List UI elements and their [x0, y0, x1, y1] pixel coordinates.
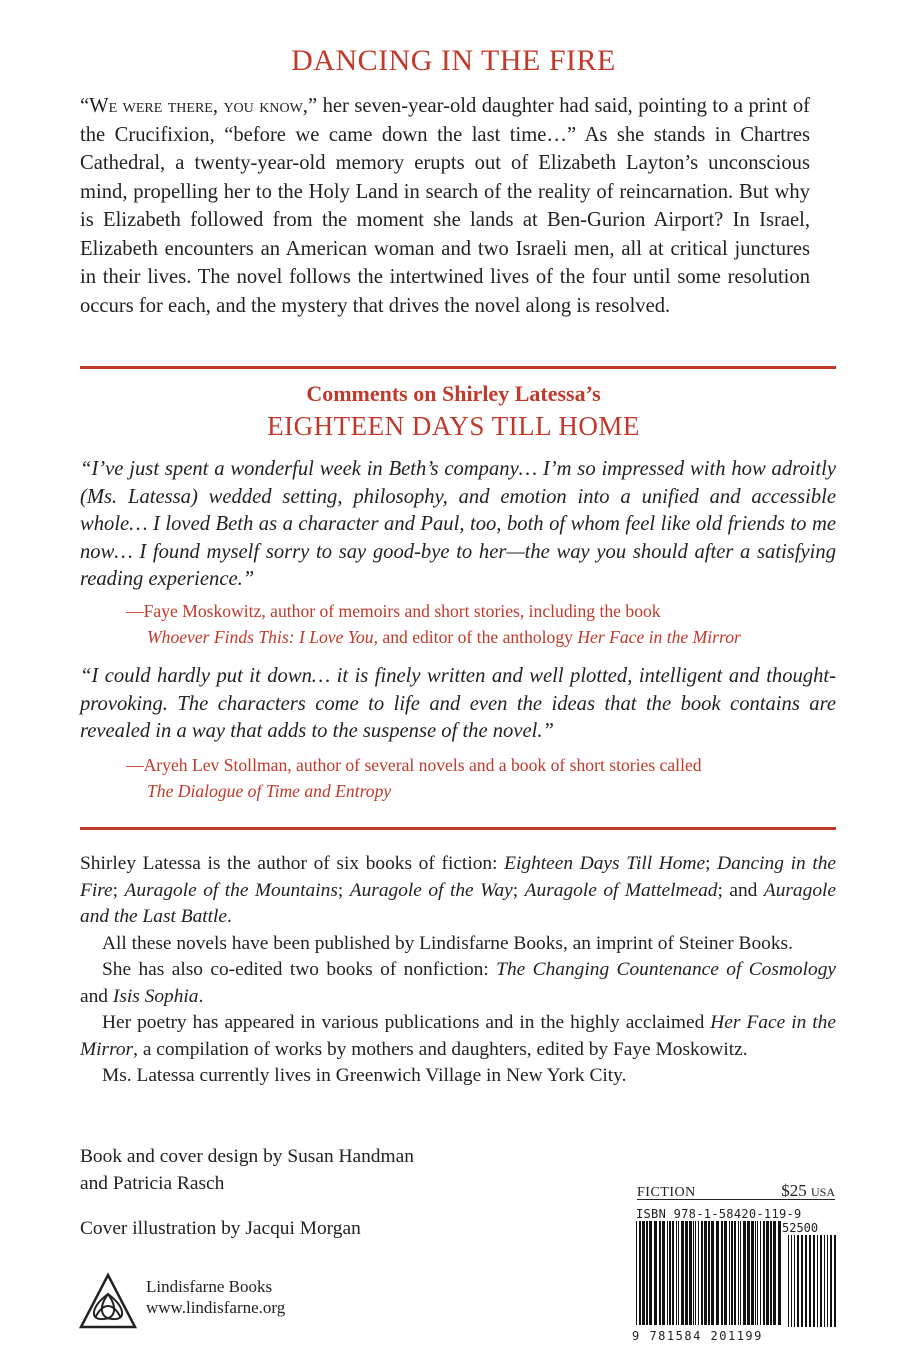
barcode-bar — [817, 1235, 818, 1327]
barcode-bar — [763, 1221, 765, 1325]
barcode-bar — [681, 1221, 684, 1325]
genre-label: FICTION — [637, 1185, 696, 1200]
review-quote-2: “I could hardly put it down… it is finely written and well plotted, intelligent and thought-provoking. The characters come to life and even the ideas that the book contains are revealed in a way that adds to the suspense of the novel.” — [80, 665, 836, 742]
barcode-bar — [760, 1221, 761, 1325]
barcode-addon-code: 52500 — [782, 1221, 819, 1235]
bio-book-title: Dancing in the Fire — [80, 853, 837, 901]
barcode-bar — [646, 1221, 648, 1325]
bio-separator: ; and — [717, 879, 764, 901]
review-attribution-2 — [126, 752, 836, 804]
bio-book-title: Eighteen Days Till Home — [504, 853, 706, 874]
barcode-bar — [805, 1235, 807, 1327]
barcode-bar — [747, 1221, 750, 1325]
barcode-bar — [824, 1235, 825, 1327]
barcode-bar — [636, 1221, 637, 1325]
barcode-bar — [738, 1221, 739, 1325]
bio-text: Shirley Latessa is the author of six books of fiction: — [80, 853, 505, 874]
barcode-bar — [698, 1221, 699, 1325]
barcode-bar — [755, 1221, 756, 1325]
bio-paragraph-residence: Ms. Latessa currently lives in Greenwich Village in New York City. — [102, 1065, 627, 1086]
barcode-bar — [721, 1221, 723, 1325]
attribution-2-author: —Aryeh Lev Stollman, author of several novels and a book of short stories called — [126, 755, 702, 775]
book-title: DANCING IN THE FIRE — [291, 44, 616, 77]
synopsis-text — [80, 92, 810, 320]
bio-paragraph-publisher: All these novels have been published by Lindisfarne Books, an imprint of Steiner Books. — [102, 932, 793, 954]
bio-separator: and — [80, 985, 113, 1007]
barcode-bar — [731, 1221, 733, 1325]
barcode-bar — [701, 1221, 703, 1325]
barcode-bar — [672, 1221, 674, 1325]
barcode-bar — [667, 1221, 668, 1325]
barcode-bar — [773, 1221, 776, 1325]
comments-book-title: EIGHTEEN DAYS TILL HOME — [267, 411, 640, 441]
barcode-bar — [708, 1221, 710, 1325]
bio-book-title: Auragole of Mattelmead — [524, 879, 718, 901]
bio-text: Her poetry has appeared in various publications and in the highly acclaimed — [102, 1012, 711, 1033]
bio-paragraph-poetry — [80, 1010, 836, 1063]
barcode-bar — [820, 1235, 822, 1327]
bio-separator: ; — [112, 879, 125, 901]
attribution-1-mid: , and editor of the anthology — [373, 627, 578, 647]
bio-text: , a compilation of works by mothers and daughters, edited by Faye Moskowitz. — [133, 1038, 748, 1060]
bio-separator: . — [198, 985, 204, 1007]
bio-separator: ; — [512, 879, 525, 901]
barcode-bar — [757, 1221, 758, 1325]
barcode-bar — [724, 1221, 727, 1325]
barcode-bar — [676, 1221, 677, 1325]
barcode-bar — [729, 1221, 730, 1325]
bio-book-title: Auragole of the Mountains — [124, 879, 338, 901]
publisher-url: www.lindisfarne.org — [146, 1298, 286, 1317]
barcode-bar — [689, 1221, 692, 1325]
synopsis-lead-in: “We were there, you know,” — [80, 95, 318, 117]
attribution-2-work: The Dialogue of Time and Entropy — [147, 781, 392, 801]
barcode-bar — [834, 1235, 836, 1327]
barcode-bar — [794, 1235, 795, 1327]
bio-separator: ; — [705, 853, 718, 874]
barcode-bar — [740, 1221, 741, 1325]
barcode-bar — [693, 1221, 694, 1325]
bio-paragraph-nonfiction — [80, 957, 836, 1010]
divider-top — [80, 366, 836, 369]
publisher-info — [146, 1276, 285, 1318]
comments-heading: Comments on Shirley Latessa’s — [306, 381, 601, 406]
bio-separator: . — [227, 906, 232, 927]
barcode-bar — [770, 1221, 772, 1325]
barcode — [632, 1207, 838, 1345]
design-credit — [80, 1144, 500, 1197]
barcode-bar — [813, 1235, 815, 1327]
barcode-bars — [632, 1221, 838, 1329]
barcode-bar — [711, 1221, 714, 1325]
bio-book-title: Auragole and the Last Battle — [80, 879, 837, 927]
bio-text: She has also co-edited two books of nonfiction: — [102, 959, 497, 980]
design-credit-line2: and Patricia Rasch — [80, 1172, 225, 1194]
barcode-bar — [659, 1221, 661, 1325]
barcode-bar — [830, 1235, 832, 1327]
barcode-bar — [801, 1235, 803, 1327]
bio-separator: ; — [337, 879, 350, 901]
synopsis-body: her seven-year-old daughter had said, pointing to a print of the Crucifixion, “before we came down the last time…” As she stands in Chartres Cathedral, a twenty-year-old memory erupts out of Elizabeth Layton’s unconscious mind, propelling her to the Holy Land in search of the reality of reincarnation. But why is Elizabeth followed from the moment she lands at Ben-Gurion Airport? In Israel, Elizabeth encounters an American woman and two Israeli men, all at critical junctures in their lives. The novel follows the intertwined lives of the four until some resolution occurs for each, and the mystery that drives the novel along is resolved. — [80, 95, 811, 317]
barcode-bar — [685, 1221, 688, 1325]
attribution-1-author: —Faye Moskowitz, author of memoirs and short stories, including the book — [126, 601, 661, 621]
price-currency: USA — [810, 1185, 835, 1199]
price-label — [781, 1181, 835, 1201]
illustration-credit: Cover illustration by Jacqui Morgan — [80, 1218, 361, 1239]
attribution-1-work: Whoever Finds This: I Love You — [147, 627, 374, 647]
review-quote-1: “I’ve just spent a wonderful week in Beth’s company… I’m so impressed with how adroitly (Ms. Latessa) wedded setting, philosophy, and emotion into a unified and accessible whole… I loved Beth as a character and Paul, too, both of whom feel like old friends to me now… I found myself sorry to say good-bye to her—the way you should after a satisfying reading experience.” — [80, 458, 836, 590]
barcode-bar — [788, 1235, 789, 1327]
isbn-label: ISBN 978-1-58420-119-9 — [636, 1207, 802, 1221]
barcode-bar — [751, 1221, 754, 1325]
barcode-bar — [642, 1221, 645, 1325]
barcode-bar — [734, 1221, 736, 1325]
barcode-bar — [654, 1221, 657, 1325]
barcode-bar — [716, 1221, 719, 1325]
barcode-bar — [791, 1235, 792, 1327]
bio-book-title: Isis Sophia — [112, 985, 199, 1007]
review-attribution-1 — [126, 598, 836, 650]
bio-book-title: Her Face in the Mirror — [80, 1012, 836, 1060]
barcode-bar — [778, 1221, 781, 1325]
bio-paragraph-books — [80, 851, 836, 931]
barcode-bar — [639, 1221, 641, 1325]
barcode-digits: 9 781584 201199 — [632, 1329, 763, 1343]
barcode-bar — [695, 1221, 696, 1325]
barcode-bar — [827, 1235, 828, 1327]
author-bio — [80, 851, 836, 1090]
barcode-bar — [649, 1221, 652, 1325]
barcode-bar — [766, 1221, 769, 1325]
bio-book-title: The Changing Countenance of Cosmology — [496, 959, 837, 980]
barcode-bar — [662, 1221, 665, 1325]
barcode-bar — [678, 1221, 679, 1325]
publisher-name: Lindisfarne Books — [146, 1277, 273, 1296]
bio-book-title: Auragole of the Way — [349, 879, 513, 901]
price-value: $25 — [781, 1181, 807, 1200]
barcode-bar — [797, 1235, 799, 1327]
attribution-1-anthology: Her Face in the Mirror — [577, 627, 741, 647]
barcode-bar — [809, 1235, 811, 1327]
design-credit-line1: Book and cover design by Susan Handman — [80, 1146, 414, 1167]
triquetra-icon — [78, 1272, 138, 1332]
price-rule — [637, 1199, 835, 1200]
barcode-bar — [669, 1221, 671, 1325]
barcode-bar — [704, 1221, 707, 1325]
barcode-bar — [743, 1221, 746, 1325]
divider-bottom — [80, 827, 836, 830]
